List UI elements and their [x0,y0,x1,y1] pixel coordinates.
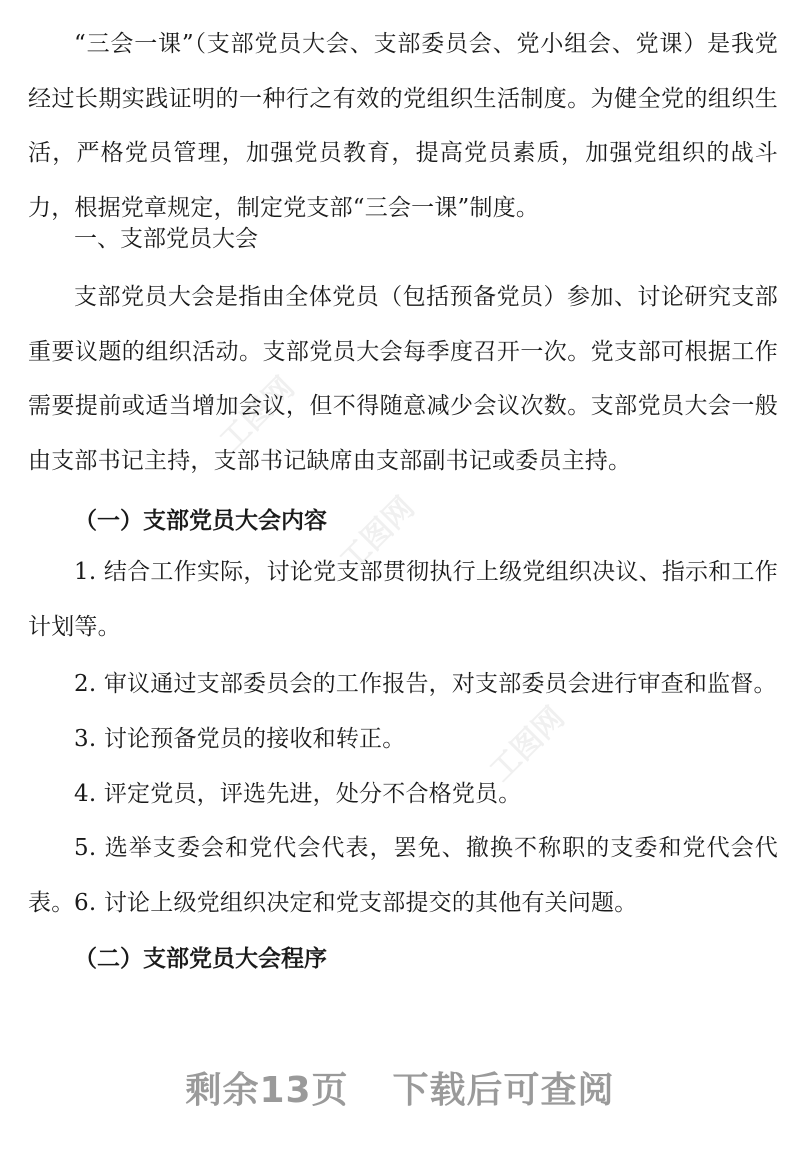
remaining-pages-text: 剩余13页 [185,1070,349,1111]
subsection-heading-content: （一）支部党员大会内容 [74,508,327,534]
watermark: 工图网 [213,370,302,459]
download-prompt[interactable] [0,1062,800,1113]
list-item: 3. 讨论预备党员的接收和转正。 [74,726,406,752]
section-paragraph: 支部党员大会是指由全体党员（包括预备党员）参加、讨论研究支部重要议题的组织活动。支部党员大会每季度召开一次。党支部可根据工作需要提前或适当增加会议，但不得随意减少会议次数。支部党员大会一般由支部书记主持，支部书记缺席由支部副书记或委员主持。 [28,284,778,474]
download-hint-text[interactable]: 下载后可查阅 [392,1070,615,1111]
list-item: 5. 选举支委会和党代会代表，罢免、撤换不称职的支委和党代会代表。 [28,835,778,916]
section-heading-party-member-meeting: 一、支部党员大会 [74,226,258,252]
list-item: 1. 结合工作实际，讨论党支部贯彻执行上级党组织决议、指示和工作计划等。 [28,559,778,640]
list-item: 4. 评定党员，评选先进，处分不合格党员。 [74,781,522,807]
intro-paragraph: “三会一课”（支部党员大会、支部委员会、党小组会、党课）是我党经过长期实践证明的一种行之有效的党组织生活制度。为健全党的组织生活，严格党员管理，加强党员教育，提高党员素质，加强党组织的战斗力，根据党章规定，制定党支部“三会一课”制度。 [28,31,778,221]
list-item: 6. 讨论上级党组织决定和党支部提交的其他有关问题。 [74,890,638,916]
watermark: 工图网 [483,700,572,789]
list-item: 2. 审议通过支部委员会的工作报告，对支部委员会进行审查和监督。 [74,671,777,697]
watermark: 工图网 [333,490,422,579]
subsection-heading-procedure: （二）支部党员大会程序 [74,946,327,972]
